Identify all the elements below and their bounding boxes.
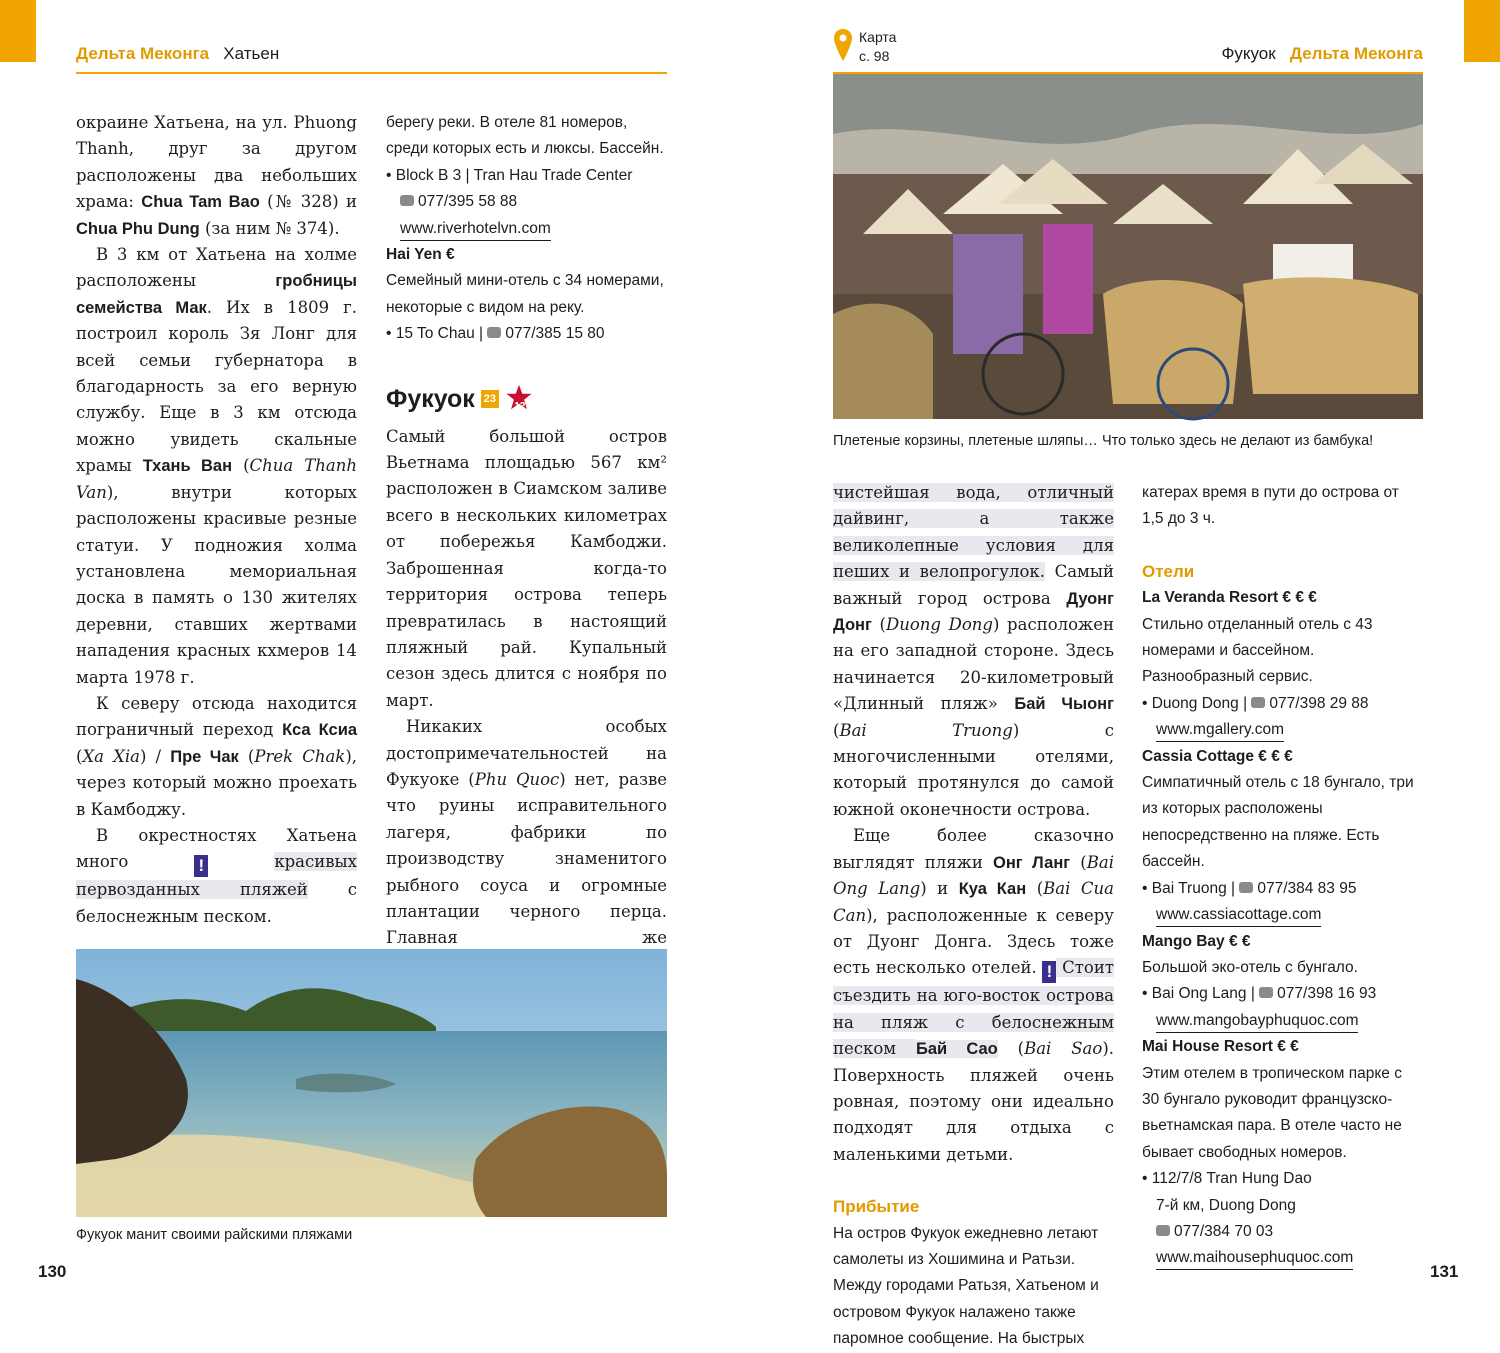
text: ), через который можно проехать в Камбоджу. xyxy=(76,746,357,819)
tip-marker-icon: ! xyxy=(1042,961,1056,983)
highlight-text: чистейшая вода, отличный дайвинг, а также великолепные условия для пеших и велопрогулок. xyxy=(833,483,1114,582)
left-header-rule xyxy=(76,72,667,74)
right-column-1 xyxy=(833,480,1114,1353)
arrival-text-cont: катерах время в пути до острова от 1,5 до 3 ч. xyxy=(1142,484,1399,528)
hotel-entry xyxy=(1142,585,1423,743)
map-page: с. 98 xyxy=(859,48,890,64)
hotel-url-line xyxy=(1142,1245,1423,1271)
bold-term: Тхань Ван xyxy=(142,457,233,476)
hotel-phone-line xyxy=(1142,1219,1423,1245)
bold-term: Бай Чыонг xyxy=(1014,695,1114,714)
text: (за ним № 374). xyxy=(199,218,340,238)
text: ( xyxy=(238,746,255,766)
text: ) / xyxy=(140,746,171,766)
text: ) расположен на его западной стороне. Здесь начинается 20-километровый «Длинный пляж» xyxy=(833,615,1114,714)
hotel-address xyxy=(1142,876,1423,902)
right-header-sub: Фукуок xyxy=(1221,44,1276,63)
hotel-description: Стильно отделанный отель с 43 номерами и бассейном. Разнообразный сервис. xyxy=(1142,615,1373,686)
arrival-text: На остров Фукуок ежедневно летают самолеты из Хошимина и Ратьзи. Между городами Ратьзя, Хатьеном и островом Фукуок налажено также паромное сообщение. На быстрых xyxy=(833,1224,1099,1348)
text: ). Поверхность пляжей очень ровная, поэтому они идеально подходят для отдыха с маленькими детьми. xyxy=(833,1039,1114,1164)
map-label: Карта xyxy=(859,29,897,45)
section-heading xyxy=(386,384,667,414)
paragraph xyxy=(833,480,1114,823)
beach-photo-caption: Фукуок манит своими райскими пляжами xyxy=(76,1227,353,1243)
italic-term: Xa Xia xyxy=(82,746,140,766)
text: окраине Хатьена, на ул. Phuong Thanh, друг за другом расположены два небольших храма: xyxy=(76,113,357,212)
italic-term: Bai Truong xyxy=(839,720,1013,740)
text: с белоснежным песком. xyxy=(76,880,357,926)
hotel-url-line xyxy=(1142,1008,1423,1034)
hotel-phone: 077/398 16 93 xyxy=(1277,985,1377,1003)
hotels-heading: Отели xyxy=(1142,561,1195,581)
hotel-address xyxy=(386,321,667,347)
hotel-description: Семейный мини-отель с 34 номерами, некоторые с видом на реку. xyxy=(386,272,664,316)
map-reference xyxy=(833,28,896,66)
right-page-number: 131 xyxy=(1430,1262,1459,1281)
text: В окрестностях Хатьена много xyxy=(76,825,357,872)
text: (№ 328) и xyxy=(259,192,357,212)
hotel-phone: 077/385 15 80 xyxy=(505,325,605,343)
bold-term: Chua Tam Bao xyxy=(141,193,260,212)
beach-photo xyxy=(76,949,667,1217)
text: ) с многочисленными отелями, который протянулся до самой южной оконечности острова. xyxy=(833,720,1114,819)
hotel-name: Mango Bay € € xyxy=(1142,932,1251,950)
hotel-link[interactable]: www.maihousephuquoc.com xyxy=(1156,1247,1353,1270)
hotel-description: берегу реки. В отеле 81 номеров, среди которых есть и люксы. Бассейн. xyxy=(386,114,664,158)
left-running-header xyxy=(76,44,279,74)
phone-icon xyxy=(487,327,501,338)
text: Еще более сказочно выглядят пляжи xyxy=(833,826,1114,872)
text: ( xyxy=(1070,852,1087,872)
hotel-address xyxy=(1142,691,1423,717)
hotel-address-line2: 7-й км, Duong Dong xyxy=(1156,1196,1296,1214)
hotel-phone: 077/398 29 88 xyxy=(1269,694,1369,712)
text: ), расположенные к северу от Дуонг Донга. Здесь тоже есть несколько отелей. xyxy=(833,905,1114,978)
text: ), внутри которых расположены красивые резные статуи. У подножия холма установлена мемориальная доска в память о 130 жителях деревни, ставших жертвами нападения красных кхмеров 14 марта 1978 г. xyxy=(76,482,357,687)
text: Никаких особых достопримечательностей на Фукуоке ( xyxy=(386,717,667,789)
hotel-url-line xyxy=(1142,717,1423,743)
heading-text: Фукуок xyxy=(386,384,475,413)
phone-icon xyxy=(1239,882,1253,893)
hotel-phone: 077/395 58 88 xyxy=(418,193,518,211)
italic-term: Bai Sao xyxy=(1024,1039,1103,1059)
text: ) нет, разве что руины исправительного лагеря, фабрики по производству знаменитого рыбного соуса и огромные плантации черного перца. Главная же xyxy=(386,769,668,948)
hotel-name: Mai House Resort € € xyxy=(1142,1038,1299,1056)
hotel-description: Симпатичный отель с 18 бунгало, три из которых расположены непосредственно на пляже. Есть бассейн. xyxy=(1142,774,1414,871)
address-text: • Bai Truong | xyxy=(1142,879,1240,897)
italic-term: Bai Ong Lang xyxy=(833,852,1114,899)
market-photo xyxy=(833,74,1423,419)
star-badge-number: 12 xyxy=(514,400,526,412)
hotel-address: • 112/7/8 Tran Hung Dao xyxy=(1142,1170,1312,1188)
hotel-description: Этим отелем в тропическом парке с 30 бунгало руководит французско-вьетнамская пара. В отеле часто не бывает свободных номеров. xyxy=(1142,1064,1402,1161)
text: В 3 км от Хатьена на холме расположены xyxy=(76,245,357,291)
hotel-link[interactable]: www.cassiacottage.com xyxy=(1156,904,1321,927)
highlight-text: Стоит съездить на юго-восток острова на пляж с белоснежным песком xyxy=(833,958,1114,1059)
text: ( xyxy=(76,746,83,766)
hotel-link[interactable]: www.riverhotelvn.com xyxy=(400,218,551,241)
italic-term: Prek Chak xyxy=(254,746,346,766)
text: ( xyxy=(871,615,886,635)
bold-term: Бай Сао xyxy=(915,1040,998,1059)
arrival-heading: Прибытие xyxy=(833,1197,920,1217)
left-page-number: 130 xyxy=(38,1262,67,1281)
phone-icon xyxy=(400,195,414,206)
hotel-address: • Block B 3 | Tran Hau Trade Center xyxy=(386,166,633,184)
address-text: • Bai Ong Lang | xyxy=(1142,985,1260,1003)
phone-icon xyxy=(1156,1225,1170,1236)
left-column-2 xyxy=(386,110,667,1033)
map-grid-badge: 23 xyxy=(481,390,499,408)
text: Самый важный город острова xyxy=(833,562,1115,608)
paragraph: Самый большой остров Вьетнама площадью 567 км² расположен в Сиамском заливе всего в нескольких километрах от побережья Камбоджи. Заброшенная когда-то территория острова теперь превратилась в настоящий пляжный рай. Купальный сезон здесь длится с ноября по март. xyxy=(386,426,667,710)
market-photo-caption: Плетеные корзины, плетеные шляпы… Что только здесь не делают из бамбука! xyxy=(833,433,1374,449)
italic-term: Chua Thanh Van xyxy=(76,456,357,502)
bold-term: Chua Phu Dung xyxy=(76,219,200,238)
text: ( xyxy=(232,456,250,476)
highlight-text: красивых первозданных пляжей xyxy=(76,852,357,900)
bold-term: Дуонг Донг xyxy=(833,589,1114,635)
paragraph xyxy=(76,691,357,823)
hotel-link[interactable]: www.mgallery.com xyxy=(1156,719,1284,742)
hotel-name: La Veranda Resort € € € xyxy=(1142,589,1317,607)
bold-term: гробницы семейства Мак xyxy=(76,272,357,317)
bold-term: Пре Чак xyxy=(170,747,239,766)
tip-marker-icon: ! xyxy=(194,855,208,877)
hotel-entry xyxy=(1142,929,1423,1035)
right-running-header xyxy=(1100,44,1423,74)
left-header-sub: Хатьен xyxy=(223,44,280,63)
hotel-name: Cassia Cottage € € € xyxy=(1142,747,1293,765)
bold-term: Куа Кан xyxy=(958,880,1027,899)
left-header-section: Дельта Меконга xyxy=(76,44,210,63)
paragraph xyxy=(833,823,1114,1168)
italic-term: Duong Dong xyxy=(885,615,993,635)
hotel-url-line xyxy=(386,216,667,242)
paragraph xyxy=(76,823,357,930)
paragraph xyxy=(76,110,357,242)
address-text: • Duong Dong | xyxy=(1142,694,1252,712)
hotel-url-line xyxy=(1142,902,1423,928)
phone-icon xyxy=(1251,697,1265,708)
right-column-2 xyxy=(1142,480,1423,1272)
bold-term: Кса Ксиа xyxy=(282,721,358,740)
text: . Их в 1809 г. построил король Зя Лонг для всей семьи губернатора в благодарность за его верную службу. Еще в 3 км отсюда можно увидеть скальные храмы xyxy=(76,297,357,476)
bold-term: Онг Ланг xyxy=(993,853,1071,872)
hotel-address xyxy=(1142,981,1423,1007)
italic-term: Bai Cua Can xyxy=(833,879,1114,925)
hotel-phone: 077/384 70 03 xyxy=(1174,1222,1274,1240)
right-header-section: Дельта Меконга xyxy=(1289,44,1423,63)
text: ) и xyxy=(920,879,959,899)
hotel-entry xyxy=(1142,1034,1423,1272)
hotel-description: Большой эко-отель с бунгало. xyxy=(1142,958,1358,976)
top-sight-star-icon xyxy=(505,384,535,414)
left-column-1 xyxy=(76,110,357,1035)
hotel-entry xyxy=(1142,744,1423,929)
hotel-phone-line xyxy=(386,189,667,215)
hotel-name: Hai Yen € xyxy=(386,246,455,264)
map-pin-icon xyxy=(833,28,853,62)
address-text: • 15 To Chau | xyxy=(386,325,488,343)
hotel-phone: 077/384 83 95 xyxy=(1257,879,1357,897)
text: К северу отсюда находится пограничный переход xyxy=(76,693,357,740)
hotel-link[interactable]: www.mangobayphuquoc.com xyxy=(1156,1010,1358,1033)
italic-term: Phu Quoc xyxy=(474,769,560,789)
phone-icon xyxy=(1259,987,1273,998)
text: ( xyxy=(997,1039,1025,1059)
text: ( xyxy=(833,720,840,740)
paragraph xyxy=(76,242,357,691)
text: ( xyxy=(1026,879,1044,899)
left-page-tab xyxy=(0,0,36,62)
right-page-tab xyxy=(1464,0,1500,62)
